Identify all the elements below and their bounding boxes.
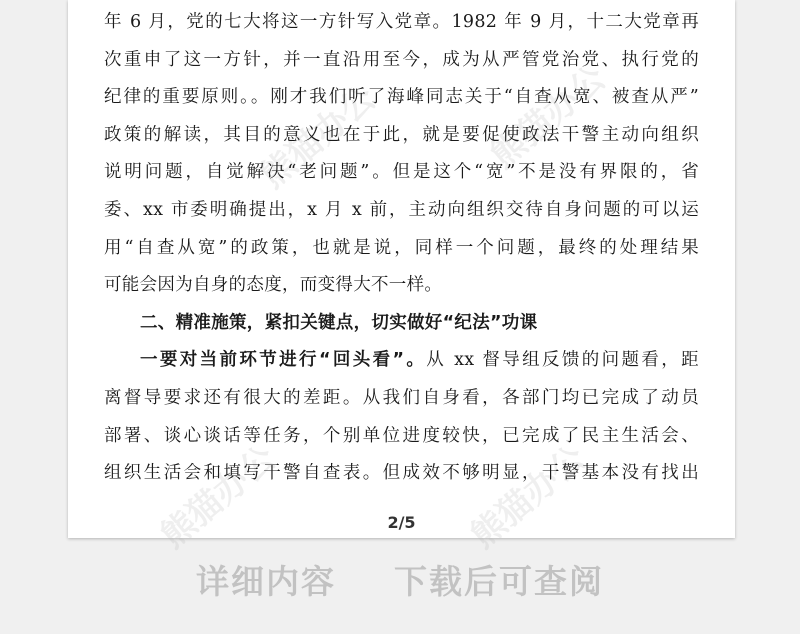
document-body (104, 4, 699, 493)
text-line: 组织生活会和填写干警自查表。但成效不够明显，干警基本没有找出 (104, 463, 699, 484)
text-line: 政策的解读，其目的意义也在于此，就是要促使政法干警主动向组织 (104, 124, 699, 145)
watermark: 熊猫办公 (463, 438, 594, 557)
text-line: 说明问题，自觉解决“老问题”。但是这个“宽”不是没有界限的，省 (104, 162, 699, 183)
download-banner[interactable] (0, 556, 800, 606)
text-line: 部署、谈心谈话等任务，个别单位进度较快，已完成了民主生活会、 (104, 425, 699, 446)
text-line: 纪律的重要原则。。刚才我们听了海峰同志关于“自查从宽、被查从严” (104, 87, 699, 108)
text-line: 委、xx 市委明确提出，x 月 x 前，主动向组织交待自身问题的可以运 (104, 199, 699, 220)
page-number: 2/5 (387, 513, 416, 532)
paragraph-lead: 一要对当前环节进行“回头看”。 (140, 350, 427, 371)
text-line: 用“自查从宽”的政策，也就是说，同样一个问题，最终的处理结果 (104, 237, 699, 258)
section-heading: 二、精准施策，紧扣关键点，切实做好“纪法”功课 (140, 312, 538, 333)
text-line: 离督导要求还有很大的差距。从我们自身看，各部门均已完成了动员 (104, 387, 699, 408)
text-line (104, 342, 699, 380)
document-page (68, 0, 735, 557)
watermark: 熊猫办公 (483, 58, 614, 177)
paragraph-text: 从 xx 督导组反馈的问题看，距 (426, 350, 699, 371)
watermark: 熊猫办公 (153, 438, 284, 557)
banner-left-text: 详细内容 (196, 562, 336, 601)
paragraph-2 (104, 342, 699, 492)
text-line: 可能会因为自身的态度，而变得大不一样。 (104, 275, 443, 296)
text-line: 次重申了这一方针，并一直沿用至今，成为从严管党治党、执行党的 (104, 49, 699, 70)
text-line: 年 6 月，党的七大将这一方针写入党章。1982 年 9 月，十二大党章再 (104, 12, 699, 32)
watermark: 熊猫办公 (253, 78, 384, 197)
paragraph-1 (104, 4, 699, 305)
banner-right-text: 下载后可查阅 (394, 562, 604, 601)
